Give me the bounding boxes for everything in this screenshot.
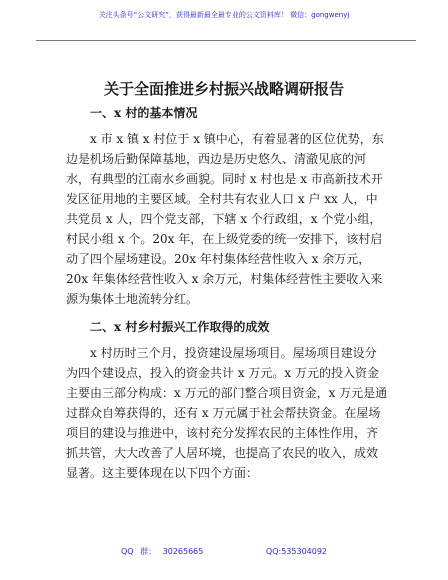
footer-qq-group: QQ 群： 30265665 — [120, 547, 204, 556]
document-body — [66, 103, 388, 483]
section2-heading: 二、x 村乡村振兴工作取得的成效 — [90, 320, 270, 334]
footer-qq-number: QQ:535304092 — [265, 547, 328, 556]
footer-contact — [0, 546, 448, 557]
section2-paragraph: x 村历时三个月，投资建设屋场项目。屋场项目建设分为四个建设点，投入的资金共计 x 万元。x 万元的投入资金主要由三部分构成：x 万元的部门整合项目资金，x 万元是通过群众自筹获得的，还有 x 万元属于社会帮扶资金。在屋场项目的建设与推进中，该村充分发挥农民的主体性作用，齐抓共管，大大改善了人居环境，也提高了农民的收入，成效显著。这主要体现在以下四个方面： — [66, 346, 388, 480]
document-title: 关于全面推进乡村振兴战略调研报告 — [103, 80, 344, 98]
header-divider — [36, 40, 416, 41]
header-banner — [0, 10, 448, 20]
section1-paragraph: x 市 x 镇 x 村位于 x 镇中心，有着显著的区位优势，东边是机场后勤保障基地，西边是历史悠久、清澈见底的河水，有典型的江南水乡画貌。同时 x 村也是 x 市高新技术开发区征用地的主要区域。全村共有农业人口 x 户 xx 人，中共党员 x 人，四个党支部，下辖 x 个行政组，x 个党小组，村民小组 x 个。20x 年，在上级党委的统一安排下，该村启动了四个屋场建设。20x 年村集体经营性收入 x 余万元，20x 年集体经营性收入 x 余万元，村集体经营性主要收入来源为集体土地流转分红。 — [66, 132, 384, 306]
section1-heading: 一、x 村的基本情况 — [90, 106, 198, 120]
header-text: 关注头条号“公文研究”，获得最新最全最专业的公文资料库！ 微信：gongwenyj — [98, 11, 350, 19]
